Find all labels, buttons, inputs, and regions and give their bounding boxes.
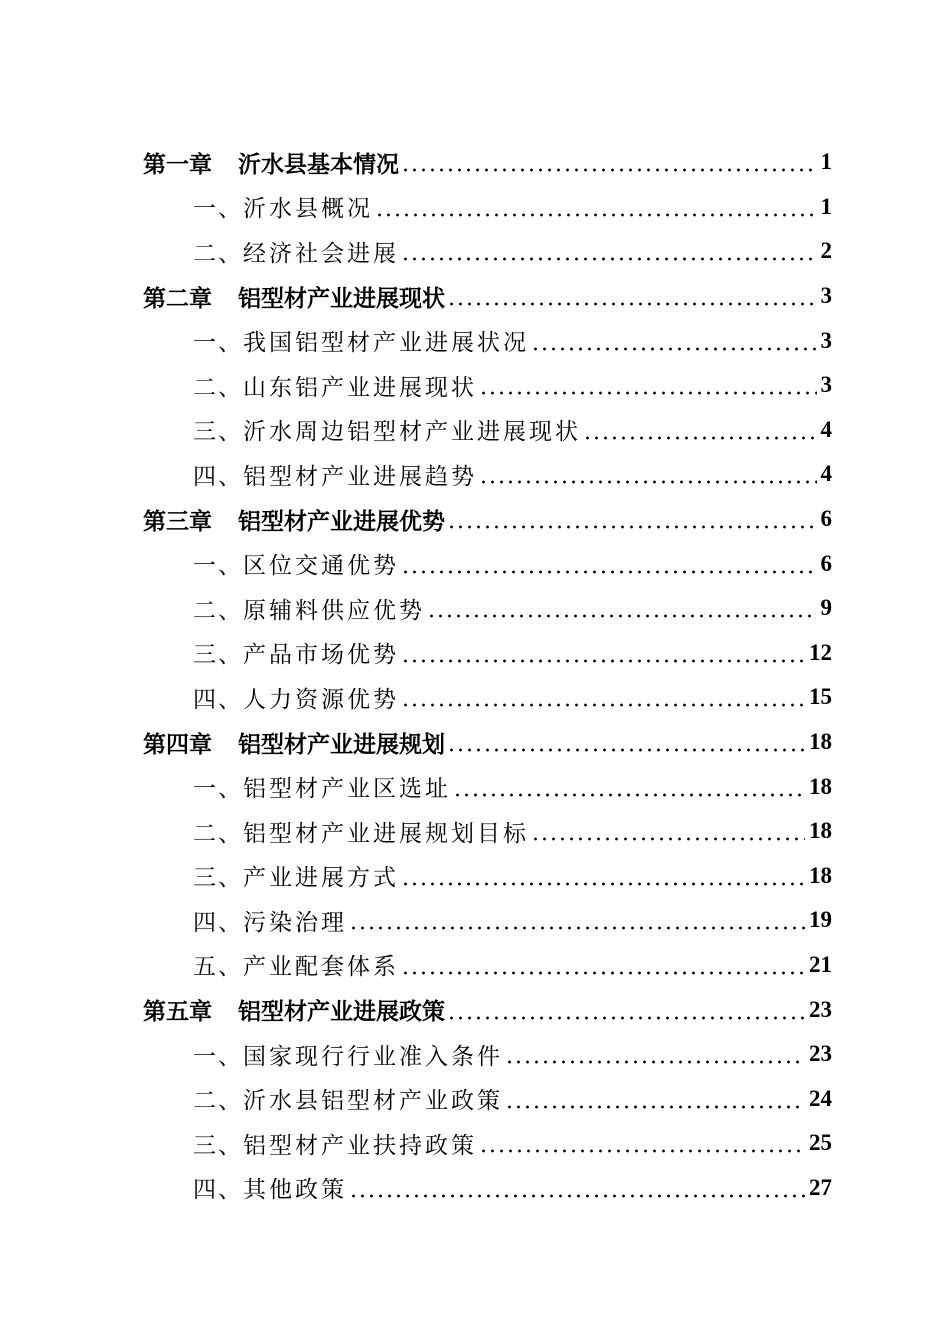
toc-entry-number: 三、 — [193, 1132, 243, 1159]
toc-section-3-2[interactable] — [0, 586, 950, 631]
toc-entry-number: 二、 — [193, 374, 243, 401]
toc-page-number: 3 — [820, 372, 832, 398]
toc-page-number: 25 — [809, 1130, 832, 1156]
toc-section-3-1[interactable] — [0, 541, 950, 586]
toc-page-number: 6 — [820, 550, 832, 576]
toc-page-number: 4 — [820, 461, 832, 487]
toc-page-number: 3 — [820, 283, 832, 309]
toc-entry-number: 一、 — [193, 553, 243, 580]
toc-chapter-5[interactable] — [0, 987, 950, 1032]
toc-entry-title: 铝型材产业进展优势 — [238, 507, 445, 535]
toc-entry-number: 四、 — [193, 909, 243, 936]
toc-entry-title: 铝型材产业进展规划 — [238, 730, 445, 758]
toc-page-number: 9 — [820, 595, 832, 621]
toc-entry-title: 人力资源优势 — [243, 686, 399, 713]
toc-entry-title: 沂水县概况 — [243, 196, 373, 223]
toc-entry-title: 铝型材产业进展政策 — [238, 998, 445, 1026]
toc-chapter-3[interactable] — [0, 497, 950, 542]
toc-entry-title: 铝型材产业扶持政策 — [243, 1132, 477, 1159]
dot-leader — [401, 685, 805, 709]
toc-section-2-4[interactable] — [0, 452, 950, 497]
toc-chapter-4[interactable] — [0, 720, 950, 765]
toc-page-number: 19 — [809, 907, 832, 933]
toc-page-number: 1 — [820, 149, 832, 175]
toc-entry-title: 产业配套体系 — [243, 954, 399, 981]
toc-entry-title: 山东铝产业进展现状 — [243, 374, 477, 401]
dot-leader — [375, 195, 817, 219]
dot-leader — [479, 373, 817, 397]
toc-section-4-1[interactable] — [0, 764, 950, 809]
toc-page-number: 1 — [820, 193, 832, 219]
toc-entry-title: 铝型材产业进展趋势 — [243, 463, 477, 490]
toc-entry-number: 一、 — [193, 1043, 243, 1070]
toc-entry-title: 经济社会进展 — [243, 240, 399, 267]
dot-leader — [531, 329, 817, 353]
dot-leader — [401, 864, 805, 888]
toc-entry-number: 二、 — [193, 820, 243, 847]
toc-page-number: 4 — [820, 416, 832, 442]
toc-entry-number: 三、 — [193, 642, 243, 669]
dot-leader — [447, 284, 817, 308]
dot-leader — [453, 775, 805, 799]
toc-section-4-5[interactable] — [0, 943, 950, 988]
toc-section-1-1[interactable] — [0, 185, 950, 230]
toc-entry-number: 三、 — [193, 865, 243, 892]
toc-page-number: 24 — [809, 1085, 832, 1111]
dot-leader — [401, 552, 817, 576]
toc-chapter-1[interactable] — [0, 140, 950, 185]
toc-page-number: 18 — [809, 862, 832, 888]
dot-leader — [447, 998, 805, 1022]
toc-entry-number: 三、 — [193, 419, 243, 446]
dot-leader — [479, 462, 817, 486]
toc-page-number: 18 — [809, 773, 832, 799]
dot-leader — [531, 819, 805, 843]
toc-entry-title: 我国铝型材产业进展状况 — [243, 330, 529, 357]
toc-section-3-3[interactable] — [0, 631, 950, 676]
dot-leader — [401, 953, 805, 977]
toc-page-number: 6 — [820, 506, 832, 532]
toc-entry-number: 二、 — [193, 597, 243, 624]
toc-page-number: 23 — [809, 1041, 832, 1067]
toc-entry-number: 五、 — [193, 954, 243, 981]
dot-leader — [349, 908, 805, 932]
toc-entry-title: 产品市场优势 — [243, 642, 399, 669]
dot-leader — [505, 1042, 805, 1066]
toc-entry-number: 第二章 — [143, 284, 212, 312]
toc-entry-number: 一、 — [193, 330, 243, 357]
toc-entry-title: 铝型材产业进展现状 — [238, 284, 445, 312]
toc-entry-number: 一、 — [193, 776, 243, 803]
dot-leader — [479, 1131, 805, 1155]
toc-entry-title: 污染治理 — [243, 909, 347, 936]
toc-entry-number: 第一章 — [143, 150, 212, 178]
toc-section-5-2[interactable] — [0, 1076, 950, 1121]
toc-entry-title: 铝型材产业进展规划目标 — [243, 820, 529, 847]
toc-chapter-2[interactable] — [0, 274, 950, 319]
toc-page-number: 27 — [809, 1174, 832, 1200]
toc-entry-number: 四、 — [193, 1177, 243, 1204]
dot-leader — [447, 730, 805, 754]
toc-page-number: 18 — [809, 729, 832, 755]
toc-section-2-1[interactable] — [0, 318, 950, 363]
dot-leader — [583, 418, 817, 442]
toc-entry-title: 原辅料供应优势 — [243, 597, 425, 624]
toc-entry-number: 第四章 — [143, 730, 212, 758]
dot-leader — [401, 641, 805, 665]
toc-entry-number: 第五章 — [143, 998, 212, 1026]
toc-entry-number: 四、 — [193, 463, 243, 490]
dot-leader — [349, 1176, 805, 1200]
toc-section-4-2[interactable] — [0, 809, 950, 854]
toc-entry-title: 沂水县基本情况 — [238, 150, 399, 178]
toc-page-number: 2 — [820, 238, 832, 264]
toc-section-4-4[interactable] — [0, 898, 950, 943]
toc-section-5-3[interactable] — [0, 1121, 950, 1166]
toc-entry-title: 产业进展方式 — [243, 865, 399, 892]
table-of-contents — [0, 140, 950, 1210]
toc-entry-number: 一、 — [193, 196, 243, 223]
toc-page-number: 18 — [809, 818, 832, 844]
toc-entry-title: 区位交通优势 — [243, 553, 399, 580]
toc-entry-number: 二、 — [193, 240, 243, 267]
toc-page-number: 21 — [809, 951, 832, 977]
toc-section-5-4[interactable] — [0, 1166, 950, 1211]
toc-entry-title: 沂水周边铝型材产业进展现状 — [243, 419, 581, 446]
toc-page-number: 3 — [820, 327, 832, 353]
toc-page-number: 23 — [809, 996, 832, 1022]
toc-section-2-2[interactable] — [0, 363, 950, 408]
toc-section-2-3[interactable] — [0, 408, 950, 453]
toc-entry-number: 四、 — [193, 686, 243, 713]
dot-leader — [505, 1087, 805, 1111]
toc-section-3-4[interactable] — [0, 675, 950, 720]
toc-section-4-3[interactable] — [0, 854, 950, 899]
toc-entry-title: 国家现行行业准入条件 — [243, 1043, 503, 1070]
toc-entry-number: 第三章 — [143, 507, 212, 535]
dot-leader — [427, 596, 817, 620]
toc-page-number: 15 — [809, 684, 832, 710]
toc-entry-title: 其他政策 — [243, 1177, 347, 1204]
dot-leader — [401, 239, 817, 263]
toc-entry-number: 二、 — [193, 1088, 243, 1115]
toc-entry-title: 铝型材产业区选址 — [243, 776, 451, 803]
dot-leader — [447, 507, 817, 531]
toc-section-1-2[interactable] — [0, 229, 950, 274]
dot-leader — [401, 150, 817, 174]
toc-page-number: 12 — [809, 639, 832, 665]
toc-section-5-1[interactable] — [0, 1032, 950, 1077]
toc-entry-title: 沂水县铝型材产业政策 — [243, 1088, 503, 1115]
